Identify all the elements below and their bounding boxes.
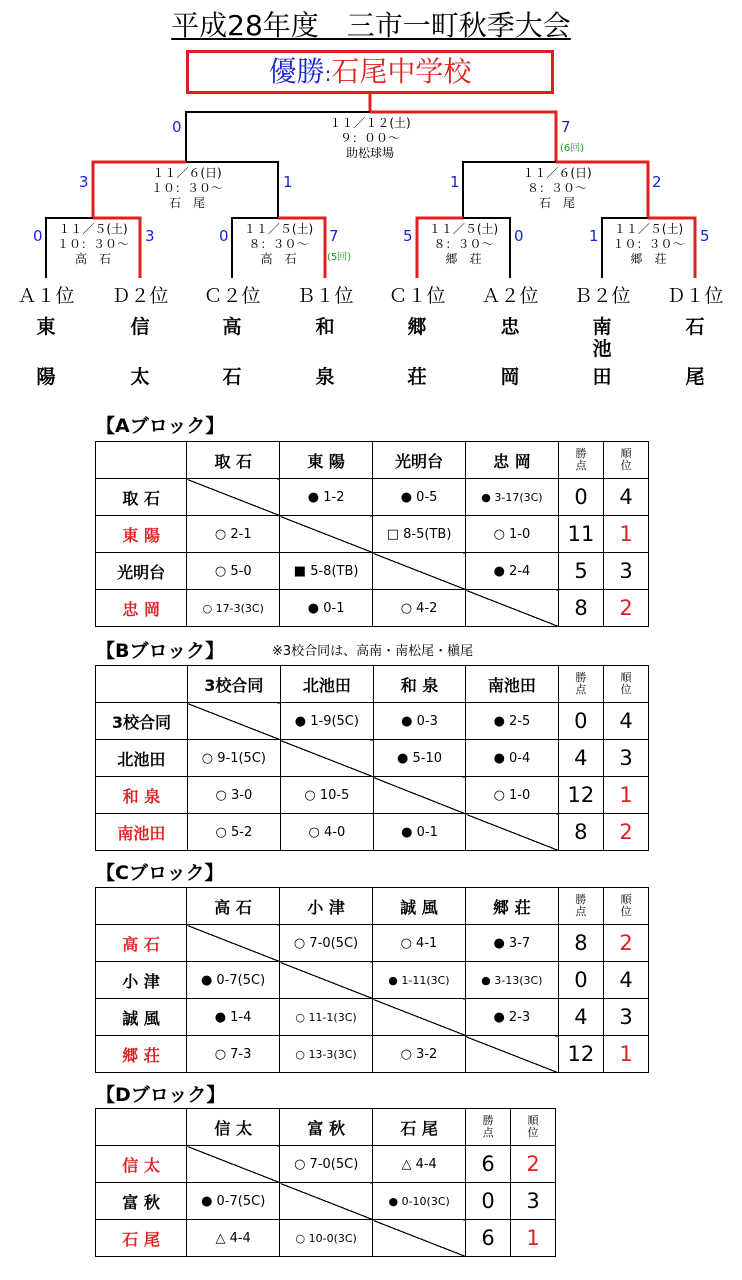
rank-cell: 1 [604, 516, 649, 553]
block-c-table [95, 887, 649, 1073]
rank-header: 順 位 [604, 442, 649, 479]
result-cell: ○ 1-0 [466, 516, 559, 553]
rank-cell: 2 [604, 814, 649, 851]
table-row [96, 1036, 649, 1073]
champion-label: 優勝 [268, 55, 325, 88]
result-cell: ○ 7-3 [187, 1036, 280, 1073]
qf4-left-score: 1 [589, 227, 599, 245]
qf3-info: １１／５(土) ８：３０～ 郷 荘 [428, 222, 499, 266]
rank-cell: 2 [604, 590, 649, 627]
column-header: 和 泉 [373, 666, 465, 703]
qf1-info: １１／５(土) １０：３０～ 高 石 [56, 222, 129, 266]
result-cell: ● 3-13(3C) [465, 962, 558, 999]
table-row [96, 962, 649, 999]
points-cell: 4 [558, 740, 603, 777]
block-b-note: ※3校合同は、高南・南松尾・槇尾 [272, 644, 474, 659]
table-header-row [96, 888, 649, 925]
rank-cell: 3 [604, 740, 649, 777]
table-row [96, 1220, 556, 1257]
row-team: 和 泉 [96, 777, 188, 814]
rank-header: 順 位 [604, 888, 649, 925]
corner-cell [96, 442, 187, 479]
table-row [96, 1146, 556, 1183]
column-header: 富 秋 [280, 1109, 373, 1146]
result-cell: ○ 4-0 [280, 814, 373, 851]
result-cell: ○ 1-0 [466, 777, 558, 814]
table-row [96, 1183, 556, 1220]
result-cell: ○ 7-0(5C) [280, 925, 373, 962]
table-row [96, 703, 649, 740]
result-cell: ○ 10-0(3C) [280, 1220, 373, 1257]
block-d-heading: 【Dブロック】 [96, 1084, 226, 1106]
table-row [96, 777, 649, 814]
rank-header: 順 位 [511, 1109, 556, 1146]
semi-right-score-b: 2 [652, 173, 662, 191]
points-cell: 12 [558, 777, 603, 814]
column-header: 3校合同 [187, 666, 280, 703]
column-header: 忠 岡 [466, 442, 559, 479]
result-cell: □ 8-5(TB) [373, 516, 466, 553]
qf1-right-score: 3 [145, 227, 155, 245]
semi-right-info: １１／６(日) ８：３０～ 石 尾 [522, 166, 592, 210]
slot-position: Ｂ１位 [296, 285, 354, 307]
result-cell: ○ 3-0 [187, 777, 280, 814]
table-row [96, 999, 649, 1036]
column-header: 北池田 [280, 666, 373, 703]
table-row [96, 740, 649, 777]
diagonal-cell [373, 553, 466, 590]
bracket-team-name: 高 石 [222, 316, 242, 388]
diagonal-cell [280, 740, 373, 777]
rank-cell: 2 [511, 1146, 556, 1183]
final-right-score: 7 [561, 118, 571, 136]
result-cell: ● 3-17(3C) [466, 479, 559, 516]
qf2-innings: (5回) [327, 252, 352, 263]
points-cell: 8 [558, 925, 603, 962]
row-team: 取 石 [96, 479, 187, 516]
result-cell: ○ 4-2 [373, 590, 466, 627]
block-a-heading: 【Aブロック】 [96, 415, 225, 437]
diagonal-cell [187, 703, 280, 740]
rank-cell: 1 [604, 777, 649, 814]
result-cell: ○ 4-1 [373, 925, 466, 962]
result-cell: ■ 5-8(TB) [280, 553, 373, 590]
result-cell: ○ 13-3(3C) [280, 1036, 373, 1073]
rank-cell: 2 [604, 925, 649, 962]
block-c-heading: 【Cブロック】 [96, 862, 224, 884]
bracket-team-name: 郷 荘 [407, 316, 427, 388]
result-cell: ○ 3-2 [373, 1036, 466, 1073]
result-cell: ● 2-4 [466, 553, 559, 590]
qf4-info: １１／５(土) １０：３０～ 郷 荘 [612, 222, 685, 266]
page-title: 平成28年度 三市一町秋季大会 [171, 9, 571, 42]
points-cell: 0 [466, 1183, 511, 1220]
diagonal-cell [280, 962, 373, 999]
points-cell: 12 [558, 1036, 603, 1073]
diagonal-cell [280, 516, 373, 553]
table-row [96, 479, 649, 516]
result-cell: ● 0-1 [280, 590, 373, 627]
points-header: 勝 点 [558, 666, 603, 703]
bracket-team-name: 東 陽 [36, 316, 56, 388]
rank-cell: 4 [604, 479, 649, 516]
points-cell: 0 [558, 962, 603, 999]
points-cell: 8 [558, 590, 603, 627]
slot-position: Ｃ２位 [203, 285, 261, 307]
result-cell: ● 2-5 [466, 703, 558, 740]
row-team: 郷 荘 [96, 1036, 187, 1073]
result-cell: ○ 2-1 [187, 516, 280, 553]
result-cell: ● 3-7 [465, 925, 558, 962]
bracket-team-name: 忠 岡 [500, 316, 520, 388]
result-cell: ○ 17-3(3C) [187, 590, 280, 627]
slot-position: Ｄ１位 [666, 285, 724, 307]
row-team: 光明台 [96, 553, 187, 590]
qf4-right-score: 5 [700, 227, 710, 245]
column-header: 東 陽 [280, 442, 373, 479]
table-header-row [96, 1109, 556, 1146]
row-team: 北池田 [96, 740, 188, 777]
diagonal-cell [187, 479, 280, 516]
row-team: 信 太 [96, 1146, 187, 1183]
row-team: 小 津 [96, 962, 187, 999]
row-team: 富 秋 [96, 1183, 187, 1220]
table-row [96, 925, 649, 962]
column-header: 高 石 [187, 888, 280, 925]
points-cell: 5 [558, 553, 603, 590]
result-cell: ○ 10-5 [280, 777, 373, 814]
points-cell: 0 [558, 479, 603, 516]
result-cell: ○ 5-2 [187, 814, 280, 851]
slot-position: Ｄ２位 [111, 285, 169, 307]
result-cell: ○ 11-1(3C) [280, 999, 373, 1036]
diagonal-cell [466, 590, 559, 627]
slot-position: Ａ１位 [17, 285, 75, 307]
rank-cell: 4 [604, 962, 649, 999]
result-cell: △ 4-4 [373, 1146, 466, 1183]
result-cell: ● 1-2 [280, 479, 373, 516]
result-cell: ● 1-11(3C) [373, 962, 466, 999]
row-team: 3校合同 [96, 703, 188, 740]
row-team: 南池田 [96, 814, 188, 851]
semi-right-score-a: 1 [450, 173, 460, 191]
row-team: 誠 風 [96, 999, 187, 1036]
points-cell: 8 [558, 814, 603, 851]
semi-left-score-a: 3 [79, 173, 89, 191]
column-header: 郷 荘 [465, 888, 558, 925]
corner-cell [96, 1109, 187, 1146]
diagonal-cell [465, 1036, 558, 1073]
rank-cell: 1 [604, 1036, 649, 1073]
table-header-row [96, 442, 649, 479]
result-cell: ● 0-4 [466, 740, 558, 777]
diagonal-cell [187, 925, 280, 962]
bracket-team-name: 南 池 田 [592, 316, 612, 388]
rank-cell: 3 [604, 553, 649, 590]
block-b-table [95, 665, 649, 851]
bracket-team-name: 石 尾 [685, 316, 705, 388]
qf2-left-score: 0 [219, 227, 229, 245]
points-header: 勝 点 [466, 1109, 511, 1146]
result-cell: ● 2-3 [465, 999, 558, 1036]
points-cell: 4 [558, 999, 603, 1036]
result-cell: ● 1-9(5C) [280, 703, 373, 740]
result-cell: △ 4-4 [187, 1220, 280, 1257]
column-header: 光明台 [373, 442, 466, 479]
rank-cell: 1 [511, 1220, 556, 1257]
result-cell: ● 5-10 [373, 740, 465, 777]
diagonal-cell [466, 814, 558, 851]
slot-position: Ｃ１位 [388, 285, 446, 307]
result-cell: ○ 7-0(5C) [280, 1146, 373, 1183]
rank-cell: 3 [604, 999, 649, 1036]
semi-left-score-b: 1 [283, 173, 293, 191]
corner-cell [96, 888, 187, 925]
result-cell: ● 0-3 [373, 703, 465, 740]
column-header: 石 尾 [373, 1109, 466, 1146]
qf2-info: １１／５(土) ８：３０～ 高 石 [243, 222, 314, 266]
table-header-row [96, 666, 649, 703]
qf3-left-score: 5 [403, 227, 413, 245]
rank-header: 順 位 [604, 666, 649, 703]
diagonal-cell [280, 1183, 373, 1220]
final-info: １１／１２(土) ９：００～ 助松球場 [329, 116, 411, 160]
result-cell: ● 0-10(3C) [373, 1183, 466, 1220]
table-row [96, 590, 649, 627]
column-header: 誠 風 [373, 888, 466, 925]
bracket-team-name: 信 太 [130, 316, 150, 388]
result-cell: ○ 9-1(5C) [187, 740, 280, 777]
block-b-heading: 【Bブロック】 [96, 640, 225, 662]
points-header: 勝 点 [558, 442, 603, 479]
slot-position: Ａ２位 [481, 285, 539, 307]
qf3-right-score: 0 [514, 227, 524, 245]
row-team: 忠 岡 [96, 590, 187, 627]
points-cell: 0 [558, 703, 603, 740]
diagonal-cell [373, 777, 465, 814]
diagonal-cell [373, 1220, 466, 1257]
column-header: 南池田 [466, 666, 558, 703]
slot-position: Ｂ２位 [573, 285, 631, 307]
row-team: 東 陽 [96, 516, 187, 553]
row-team: 石 尾 [96, 1220, 187, 1257]
result-cell: ● 0-7(5C) [187, 962, 280, 999]
final-innings: (6回) [560, 143, 585, 154]
result-cell: ● 0-5 [373, 479, 466, 516]
result-cell: ● 0-1 [373, 814, 465, 851]
qf1-left-score: 0 [33, 227, 43, 245]
table-row [96, 814, 649, 851]
diagonal-cell [187, 1146, 280, 1183]
semi-left-info: １１／６(日) １０：３０～ 石 尾 [150, 166, 223, 210]
points-header: 勝 点 [558, 888, 603, 925]
champion-name: 石尾中学校 [331, 55, 472, 88]
rank-cell: 4 [604, 703, 649, 740]
table-row [96, 553, 649, 590]
column-header: 小 津 [280, 888, 373, 925]
points-cell: 11 [558, 516, 603, 553]
column-header: 信 太 [187, 1109, 280, 1146]
diagonal-cell [373, 999, 466, 1036]
rank-cell: 3 [511, 1183, 556, 1220]
result-cell: ● 0-7(5C) [187, 1183, 280, 1220]
points-cell: 6 [466, 1146, 511, 1183]
result-cell: ○ 5-0 [187, 553, 280, 590]
row-team: 高 石 [96, 925, 187, 962]
qf2-right-score: 7 [329, 227, 339, 245]
final-left-score: 0 [172, 118, 182, 136]
corner-cell [96, 666, 188, 703]
bracket-team-name: 和 泉 [315, 316, 335, 388]
table-row [96, 516, 649, 553]
champion-separator: : [324, 62, 332, 86]
result-cell: ● 1-4 [187, 999, 280, 1036]
block-d-table [95, 1108, 556, 1257]
block-a-table [95, 441, 649, 627]
points-cell: 6 [466, 1220, 511, 1257]
column-header: 取 石 [187, 442, 280, 479]
